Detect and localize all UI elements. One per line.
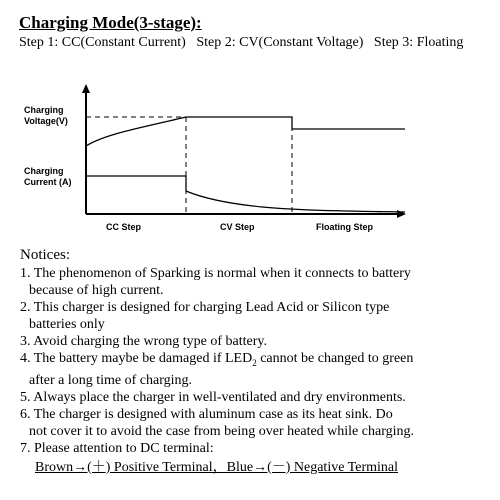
charging-diagram [0,0,500,245]
notice-6-line1: 6. The charger is designed with aluminum case as its heat sink. Do [20,406,393,422]
voltage-curve [86,117,405,146]
notice-1-line2: because of high current. [29,283,164,298]
current-label-line1: Charging [24,166,64,176]
terminal-polarity: Brown→(＋) Positive Terminal，Blue→(－) Negative Terminal [35,459,399,475]
notice-3: 3. Avoid charging the wrong type of battery. [20,334,268,349]
notices-section [20,247,414,476]
step-1-label: Step 1: CC(Constant Current) [19,35,186,50]
notice-5: 5. Always place the charger in well-ventilated and dry environments. [20,389,406,405]
notice-1-line1: 1. The phenomenon of Sparking is normal when it connects to battery [20,266,411,281]
cv-step-label: CV Step [220,222,255,232]
notice-4-pre: 4. The battery maybe be damaged if LED [20,351,253,366]
y-axis-arrow [82,84,90,93]
step-3-label: Step 3: Floating [373,35,464,50]
current-label-line2: Current (A) [24,177,72,187]
notice-2-line2: batteries only [29,317,105,332]
current-curve [86,176,405,212]
notice-4-post: cannot be changed to green [256,351,414,366]
cc-step-label: CC Step [106,222,142,232]
notice-4-line1 [20,350,414,372]
voltage-label-line2: Voltage(V) [24,116,68,126]
notice-6-line2: not cover it to avoid the case from being over heated while charging. [29,423,414,439]
notice-2-line1: 2. This charger is designed for charging Lead Acid or Silicon type [20,300,390,315]
step-2-label: Step 2: CV(Constant Voltage) [196,35,364,50]
notice-7: 7. Please attention to DC terminal: [20,440,214,456]
voltage-label-line1: Charging [24,105,64,115]
notice-4-line2: after a long time of charging. [29,372,193,388]
floating-step-label: Floating Step [316,222,373,232]
x-axis-arrow [397,210,406,218]
notices-heading: Notices: [20,247,70,263]
notice-4-sub: 2 [252,357,257,368]
page-title: Charging Mode(3-stage): [19,13,202,32]
